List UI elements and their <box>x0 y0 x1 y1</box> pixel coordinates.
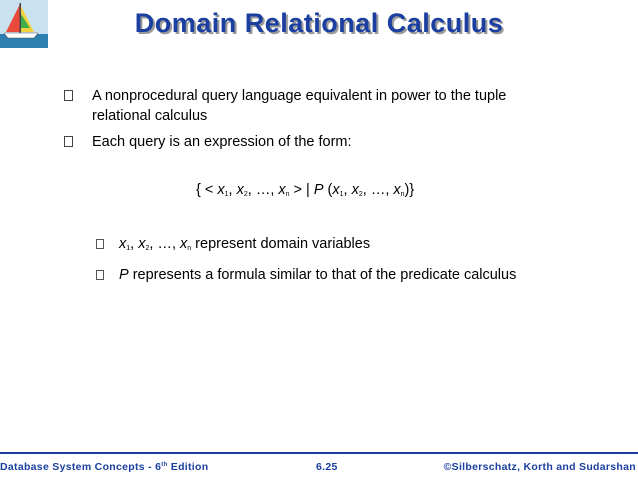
bullet-icon <box>64 136 73 147</box>
footer-book-title: Database System Concepts - 6th Edition <box>0 461 209 473</box>
subbullet-item <box>96 265 598 285</box>
subbullet-icon <box>96 239 104 249</box>
bullet-item <box>64 132 568 152</box>
bullet-icon <box>64 90 73 101</box>
footer-divider <box>0 452 638 454</box>
footer-page-number: 6.25 <box>316 461 338 473</box>
bullet-text: Each query is an expression of the form: <box>92 134 352 150</box>
bullet-item <box>64 86 568 126</box>
subbullet-icon <box>96 270 104 280</box>
subbullet-text: P represents a formula similar to that of the predicate calculus <box>119 267 517 283</box>
bullet-text: A nonprocedural query language equivalent in power to the tuple relational calculus <box>92 88 507 124</box>
query-formula: { < $x_1$, $x_2$, …, $x_n$ > | P ($x_1$, $x_2$, …, $x_n$)} <box>196 182 415 198</box>
subbullet-text: $x_1$, $x_2$, …, $x_n$ represent domain variables <box>119 236 371 252</box>
subbullet-item <box>96 234 598 259</box>
footer-copyright: ©Silberschatz, Korth and Sudarshan <box>443 461 636 473</box>
slide-title: Domain Relational Calculus <box>134 8 504 38</box>
